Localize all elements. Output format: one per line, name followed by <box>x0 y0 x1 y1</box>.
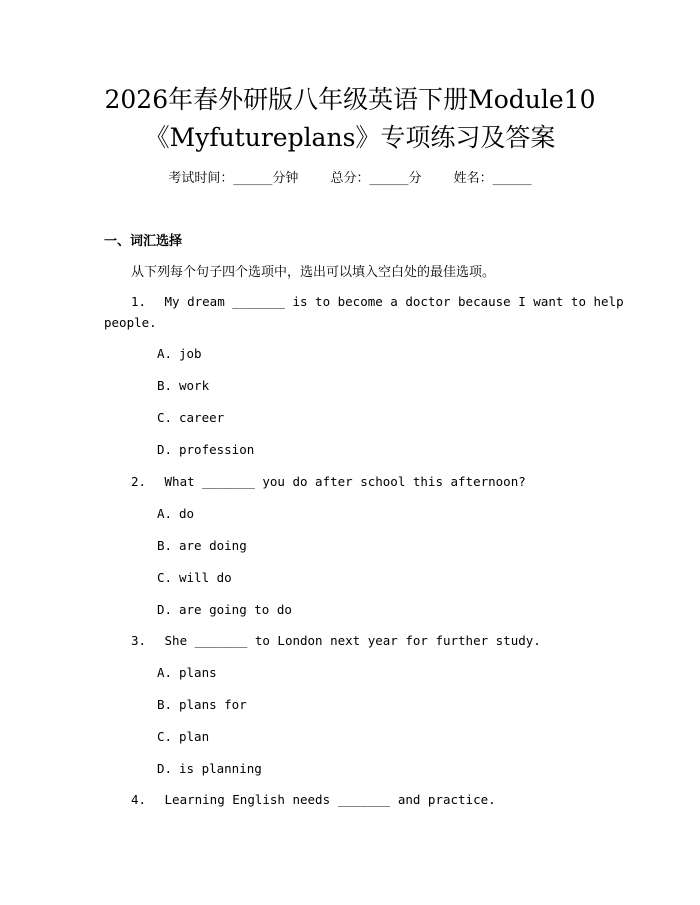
option-label: D. <box>157 602 173 617</box>
option-label: C. <box>157 570 173 585</box>
option-text: profession <box>179 442 255 457</box>
option-label: C. <box>157 729 173 744</box>
question-number: 1. <box>131 294 147 309</box>
question-1 <box>131 294 624 309</box>
option-label: C. <box>157 410 173 425</box>
question-text: What _______ you do after school this afternoon? <box>164 474 526 489</box>
option-3b <box>157 697 247 712</box>
exam-time-field: 考试时间：______分钟 <box>168 171 299 186</box>
option-text: do <box>179 506 195 521</box>
question-text: She _______ to London next year for further study. <box>164 633 541 648</box>
option-label: A. <box>157 506 173 521</box>
exam-meta <box>0 170 700 188</box>
option-label: B. <box>157 378 173 393</box>
question-3 <box>131 633 541 648</box>
option-1c <box>157 410 224 425</box>
document-title-line-2: 《Myfutureplans》专项练习及答案 <box>144 123 556 152</box>
option-2b <box>157 538 247 553</box>
option-label: D. <box>157 442 173 457</box>
option-1a <box>157 346 202 361</box>
option-label: D. <box>157 761 173 776</box>
total-score-field: 总分：______分 <box>330 171 422 186</box>
option-3d <box>157 761 262 776</box>
section-instructions: 从下列每个句子四个选项中，选出可以填入空白处的最佳选项。 <box>131 265 496 280</box>
option-2d <box>157 602 292 617</box>
option-2a <box>157 506 194 521</box>
option-text: job <box>179 346 202 361</box>
option-text: plans for <box>179 697 247 712</box>
question-4 <box>131 792 496 807</box>
section-heading: 一、词汇选择 <box>104 234 183 249</box>
question-text: Learning English needs _______ and practice. <box>164 792 496 807</box>
option-label: B. <box>157 538 173 553</box>
option-label: B. <box>157 697 173 712</box>
option-text: plans <box>179 665 217 680</box>
option-text: are doing <box>179 538 247 553</box>
question-1-continuation: people. <box>104 315 157 330</box>
option-1d <box>157 442 254 457</box>
option-label: A. <box>157 665 173 680</box>
question-2 <box>131 474 526 489</box>
option-text: will do <box>179 570 232 585</box>
option-text: career <box>179 410 225 425</box>
option-text: work <box>179 378 210 393</box>
option-3a <box>157 665 217 680</box>
option-1b <box>157 378 209 393</box>
option-label: A. <box>157 346 173 361</box>
option-text: is planning <box>179 761 262 776</box>
question-number: 3. <box>131 633 147 648</box>
document-title-line-1: 2026年春外研版八年级英语下册Module10 <box>104 85 596 114</box>
option-text: plan <box>179 729 210 744</box>
option-3c <box>157 729 209 744</box>
student-name-field: 姓名：______ <box>453 171 532 186</box>
question-text: My dream _______ is to become a doctor because I want to help <box>164 294 624 309</box>
question-number: 2. <box>131 474 147 489</box>
option-2c <box>157 570 232 585</box>
question-number: 4. <box>131 792 147 807</box>
option-text: are going to do <box>179 602 292 617</box>
